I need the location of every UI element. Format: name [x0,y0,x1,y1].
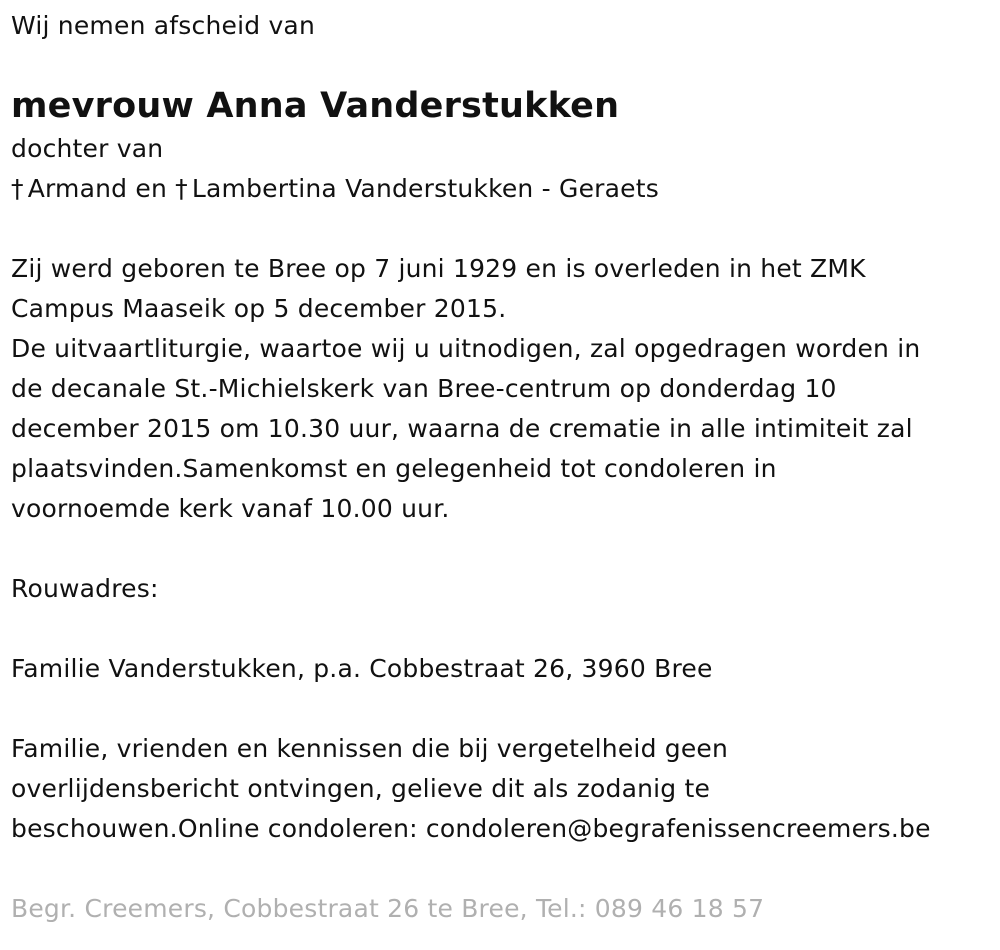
deceased-name: mevrouw Anna Vanderstukken [11,86,620,126]
spacer [11,209,991,249]
relation-text: dochter van [11,134,164,163]
spacer [11,609,991,649]
liturgy-line-2: de decanale St.-Michielskerk van Bree-centrum op donderdag 10 [11,374,837,403]
closing-line-1: Familie, vrienden en kennissen die bij vergetelheid geen [11,734,729,763]
address-label: Rouwadres: [11,574,159,603]
spacer [11,849,991,889]
birth-death-line-1: Zij werd geboren te Bree op 7 juni 1929 en is overleden in het ZMK [11,254,866,283]
liturgy-line-4: plaatsvinden.Samenkomst en gelegenheid tot condoleren in [11,454,777,483]
obituary-notice [11,0,991,929]
mourning-address: Familie Vanderstukken, p.a. Cobbestraat 26, 3960 Bree [11,654,713,683]
liturgy-line-1: De uitvaartliturgie, waartoe wij u uitnodigen, zal opgedragen worden in [11,334,921,363]
spacer [11,529,991,569]
liturgy-line-5: voornoemde kerk vanaf 10.00 uur. [11,494,450,523]
funeral-home-footer: Begr. Creemers, Cobbestraat 26 te Bree, Tel.: 089 46 18 57 [11,894,765,923]
closing-line-2: overlijdensbericht ontvingen, gelieve dit als zodanig te [11,774,711,803]
birth-death-line-2: Campus Maaseik op 5 december 2015. [11,294,507,323]
intro-text: Wij nemen afscheid van [11,11,315,40]
liturgy-line-3: december 2015 om 10.30 uur, waarna de crematie in alle intimiteit zal [11,414,913,443]
mother-name: Lambertina Vanderstukken - Geraets [191,174,659,203]
cross-icon: † [11,174,24,203]
parents-line [11,169,991,209]
father-name: Armand en [27,174,168,203]
closing-line-3: beschouwen.Online condoleren: condoleren@begrafenissencreemers.be [11,814,931,843]
cross-icon: † [175,174,188,203]
spacer [11,689,991,729]
